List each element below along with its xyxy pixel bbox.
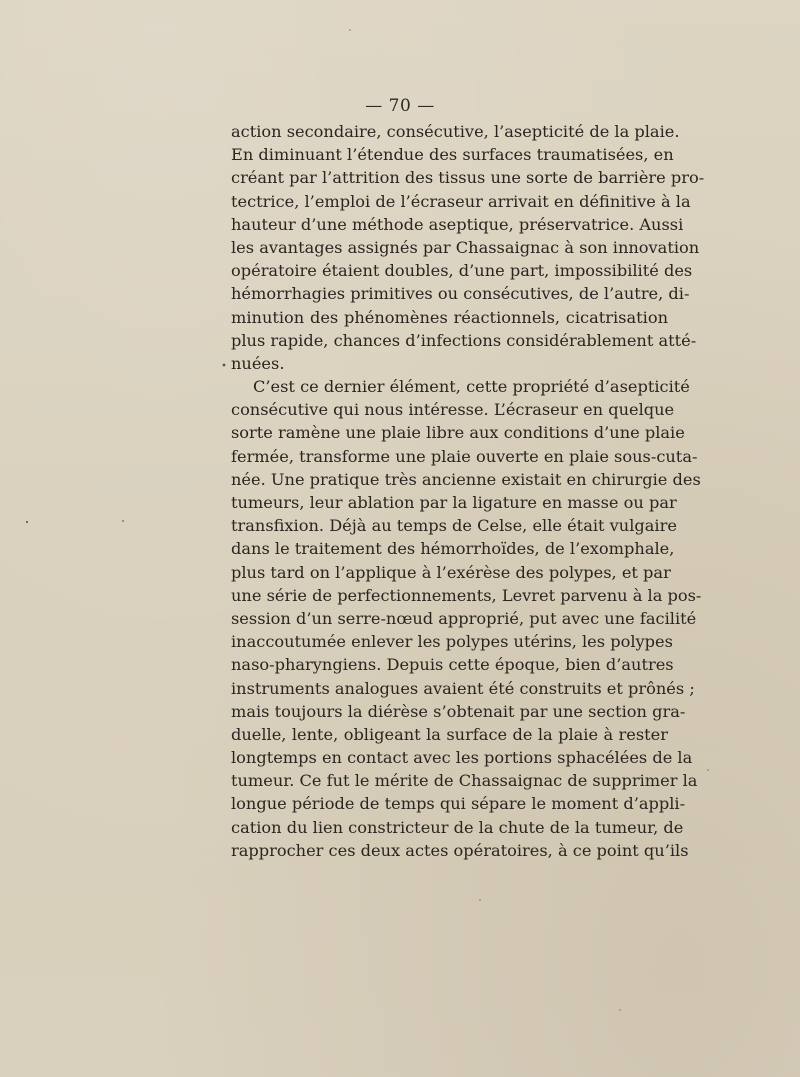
text-line: En diminuant l’étendue des surfaces traumatisées, en (231, 145, 674, 165)
text-line: sorte ramène une plaie libre aux conditions d’une plaie (231, 423, 685, 443)
text-line: créant par l’attrition des tissus une sorte de barrière pro- (231, 168, 705, 188)
text-line: duelle, lente, obligeant la surface de la plaie à rester (231, 724, 668, 744)
text-line: longtemps en contact avec les portions sphacélées de la (231, 748, 693, 768)
text-line: instruments analogues avaient été construits et prônés ; (231, 678, 695, 698)
speck (223, 364, 226, 367)
text-line: hémorrhagies primitives ou consécutives, de l’autre, di- (231, 284, 690, 304)
text-line: opératoire étaient doubles, d’une part, impossibilité des (231, 261, 693, 281)
text-line: nuées. (231, 353, 285, 373)
speck (707, 769, 709, 771)
speck (122, 520, 124, 522)
speck (619, 1009, 620, 1010)
text-line: tumeurs, leur ablation par la ligature en masse ou par (231, 493, 677, 512)
text-line: plus rapide, chances d’infections considérablement atté- (231, 330, 697, 350)
text-line: C’est ce dernier élément, cette propriété d’asepticité (253, 377, 690, 397)
text-line: naso-pharyngiens. Depuis cette époque, bien d’autres (231, 655, 674, 675)
speck (349, 29, 350, 30)
text-line: longue période de temps qui sépare le moment d’appli- (231, 794, 686, 814)
text-line: cation du lien constricteur de la chute de la tumeur, de (231, 817, 684, 837)
speck (26, 521, 28, 523)
text-line: session d’un serre-nœud approprié, put avec une facilité (231, 608, 697, 628)
text-line: une série de perfectionnements, Levret parvenu à la pos- (231, 585, 702, 605)
text-line: née. Une pratique très ancienne existait en chirurgie des (231, 469, 701, 489)
page-number: — 70 — (365, 96, 435, 116)
text-line: plus tard on l’applique à l’exérèse des polypes, et par (231, 562, 671, 582)
text-line: hauteur d’une méthode aseptique, préservatrice. Aussi (231, 214, 684, 234)
speck (479, 899, 481, 901)
text-line: inaccoutumée enlever les polypes utérins, les polypes (231, 632, 673, 652)
text-line: les avantages assignés par Chassaignac à son innovation (231, 237, 700, 257)
text-line: tectrice, l’emploi de l’écraseur arrivait en définitive à la (231, 191, 691, 211)
text-line: transfixion. Déjà au temps de Celse, elle était vulgaire (231, 516, 677, 536)
text-line: rapprocher ces deux actes opératoires, à ce point qu’ils (231, 840, 689, 860)
text-line: mais toujours la diérèse s’obtenait par une section gra- (231, 701, 686, 721)
text-line: minution des phénomènes réactionnels, cicatrisation (231, 307, 668, 327)
text-line: consécutive qui nous intéresse. L’écraseur en quelque (231, 400, 675, 420)
text-line: dans le traitement des hémorrhoïdes, de l’exomphale, (231, 539, 675, 559)
text-line: fermée, transforme une plaie ouverte en plaie sous-cuta- (231, 446, 698, 466)
text-line: tumeur. Ce fut le mérite de Chassaignac de supprimer la (231, 771, 698, 791)
body-text (231, 120, 705, 862)
text-line: action secondaire, consécutive, l’asepticité de la plaie. (231, 122, 680, 141)
